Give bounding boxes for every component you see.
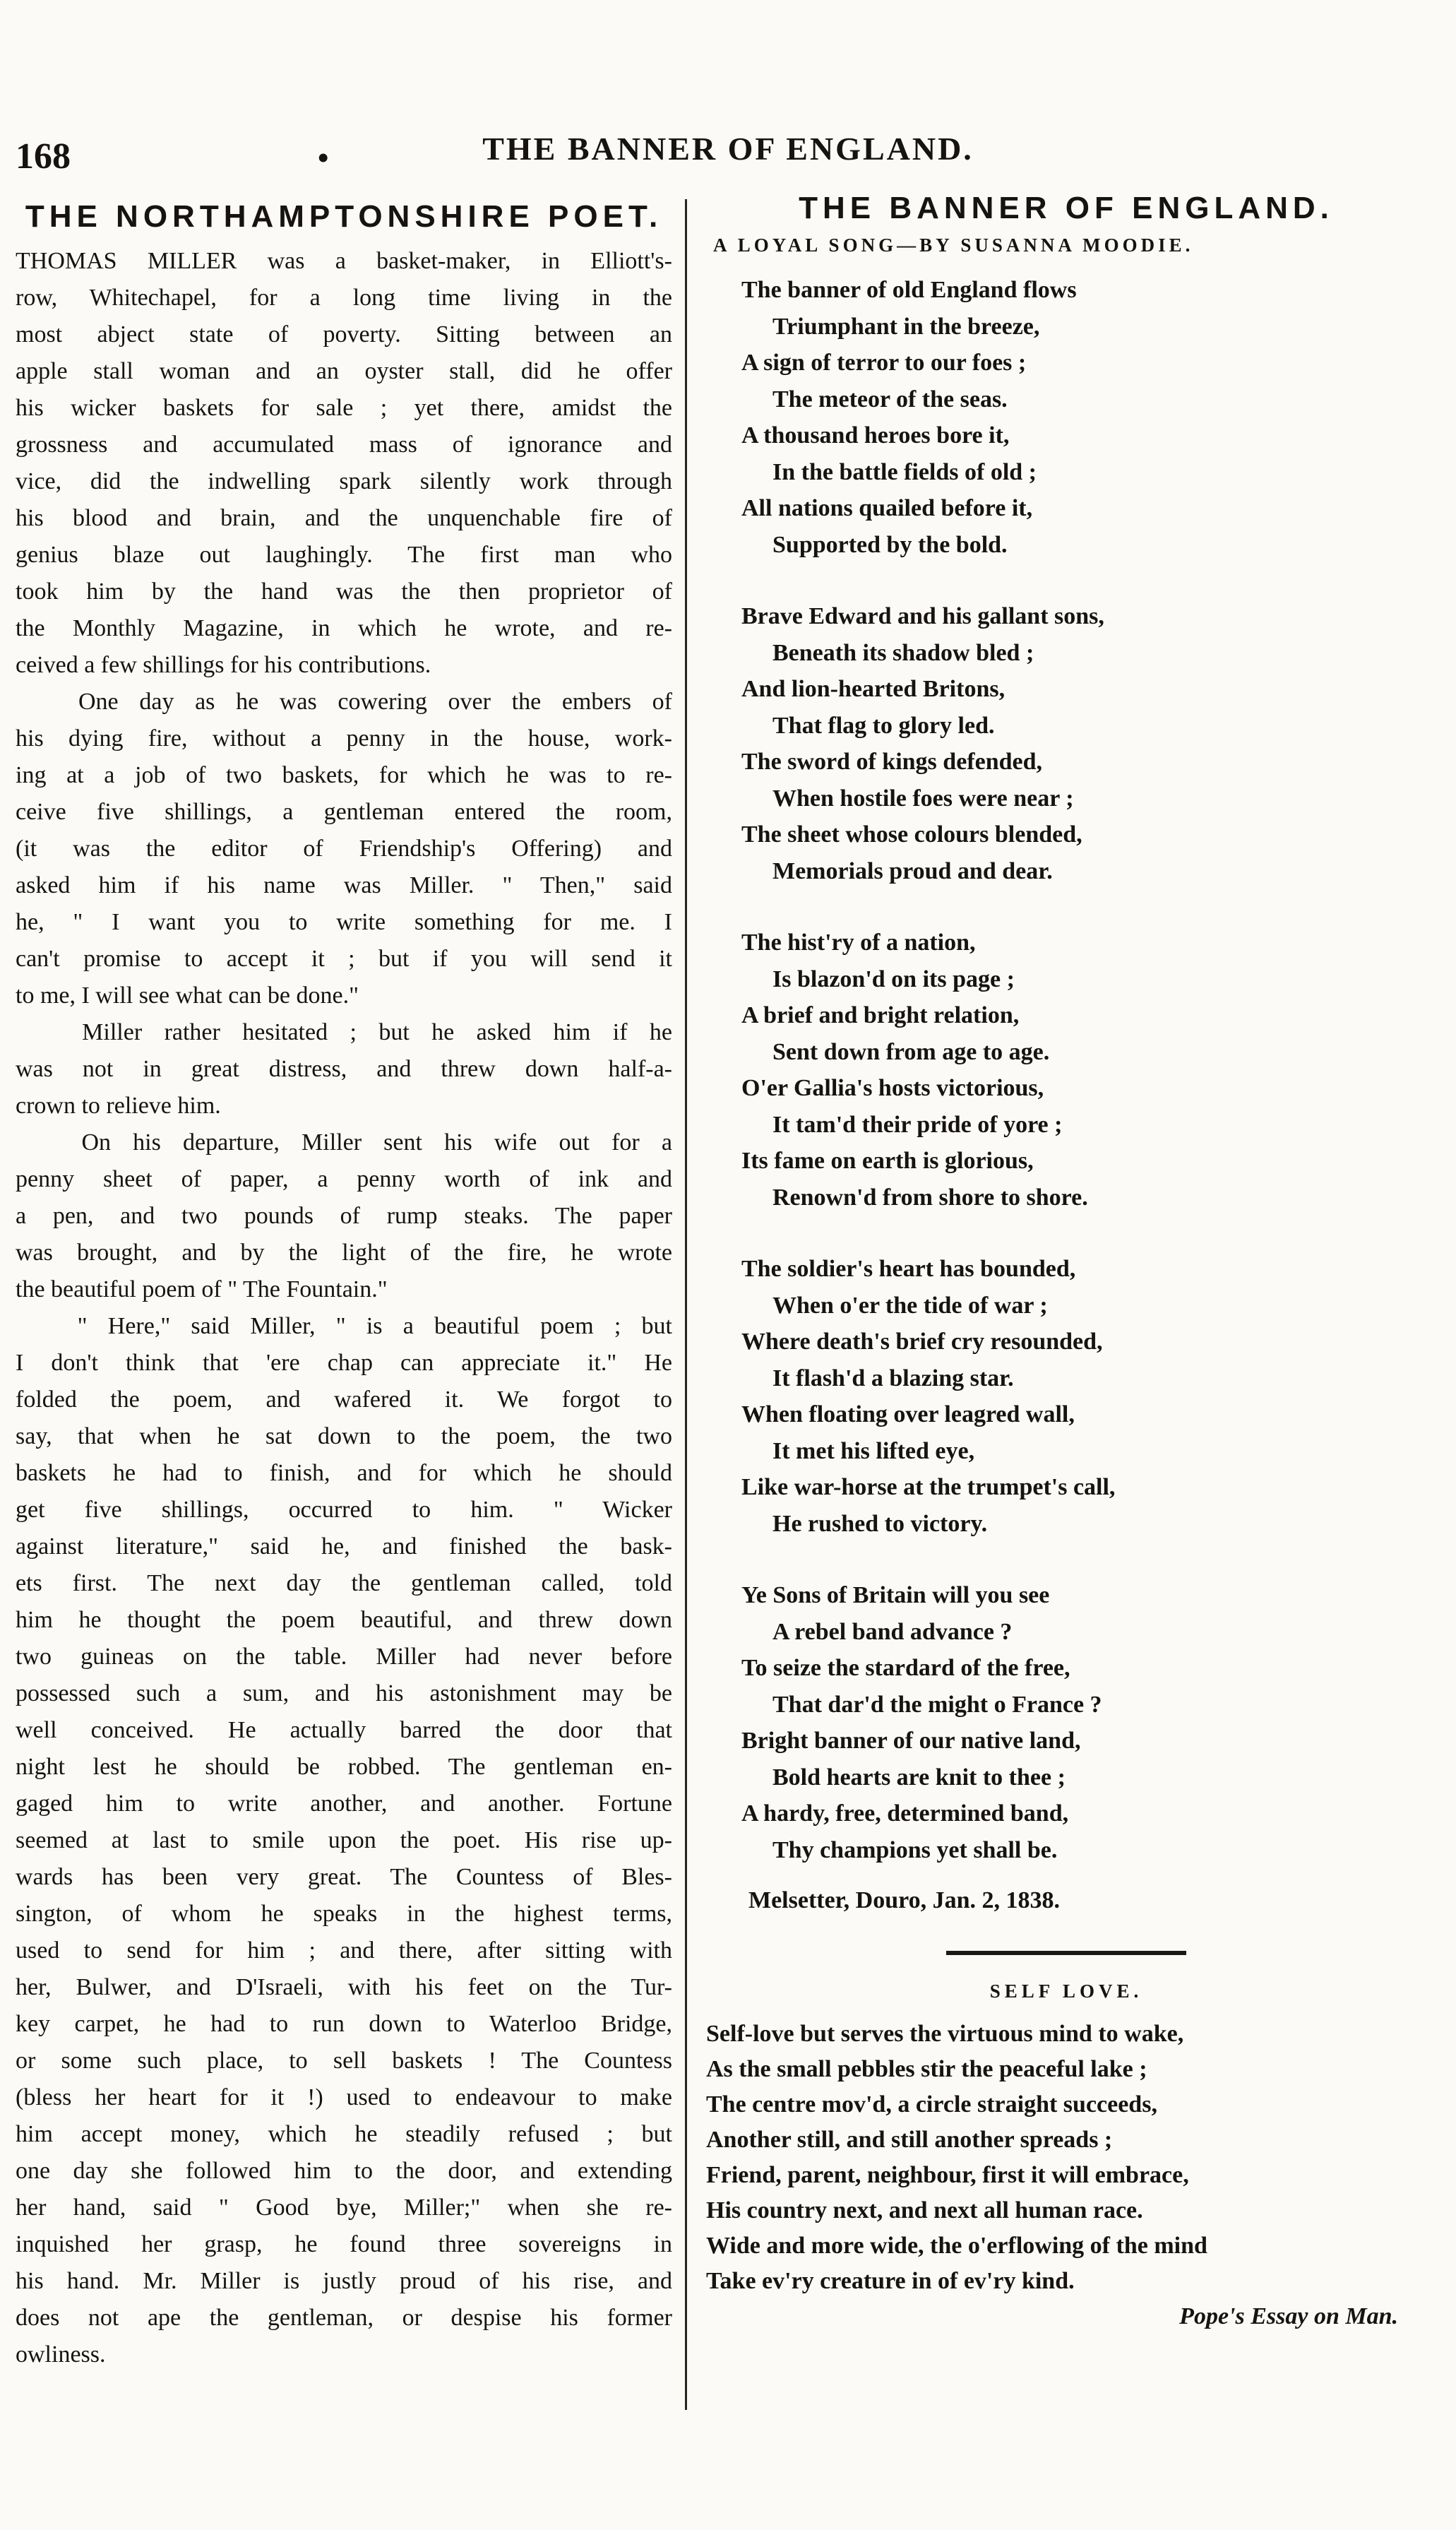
right-column — [699, 191, 1433, 2334]
article-line: against literature," said he, and finished the bask- — [16, 1533, 672, 1560]
self-love-line: The centre mov'd, a circle straight succeeds, — [706, 2091, 1157, 2118]
article-line: was not in great distress, and threw down half-a- — [16, 1056, 672, 1082]
left-column — [16, 199, 672, 2373]
poem-line: It flash'd a blazing star. — [772, 1365, 1014, 1391]
poem-line: When hostile foes were near ; — [772, 785, 1074, 812]
article-line: I don't think that 'ere chap can appreciate it." He — [16, 1350, 672, 1376]
page-number: 168 — [16, 136, 71, 177]
article-line: get five shillings, occurred to him. " Wicker — [16, 1497, 672, 1523]
poem-line: Triumphant in the breeze, — [772, 313, 1040, 340]
article-line: the Monthly Magazine, in which he wrote, and re- — [16, 615, 672, 641]
article-line: crown to relieve him. — [16, 1093, 221, 1119]
article-title: THE NORTHAMPTONSHIRE POET. — [25, 199, 663, 234]
article-line: ets first. The next day the gentleman called, told — [16, 1570, 672, 1596]
article-body — [16, 243, 672, 2373]
article-line: " Here," said Miller, " is a beautiful poem ; but — [16, 1313, 672, 1339]
self-love-line: Another still, and still another spreads ; — [706, 2127, 1113, 2153]
article-line: his wicker baskets for sale ; yet there, amidst the — [16, 395, 672, 421]
article-line: genius blaze out laughingly. The first man who — [16, 542, 672, 568]
self-love-line: Wide and more wide, the o'erflowing of the mind — [706, 2233, 1207, 2259]
article-line: seemed at last to smile upon the poet. His rise up- — [16, 1827, 672, 1853]
article-line: possessed such a sum, and his astonishment may be — [16, 1680, 672, 1706]
poem-stanza — [741, 925, 1433, 1216]
poem-line: It tam'd their pride of yore ; — [772, 1111, 1063, 1138]
poem-line: It met his lifted eye, — [772, 1437, 975, 1464]
article-line: was brought, and by the light of the fire, he wrote — [16, 1240, 672, 1266]
article-line: or some such place, to sell baskets ! The Countess — [16, 2048, 672, 2074]
article-line: vice, did the indwelling spark silently work through — [16, 468, 672, 494]
poem-stanza — [741, 1577, 1433, 1868]
article-line: his dying fire, without a penny in the house, work- — [16, 725, 672, 752]
article-line: he, " I want you to write something for me. I — [16, 909, 672, 935]
article-line: him he thought the poem beautiful, and threw down — [16, 1607, 672, 1633]
article-line: his blood and brain, and the unquenchable fire of — [16, 505, 672, 531]
self-love-line: Friend, parent, neighbour, first it will embrace, — [706, 2162, 1189, 2188]
poem-line: The soldier's heart has bounded, — [741, 1256, 1076, 1282]
poem-line: To seize the stardard of the free, — [741, 1655, 1070, 1681]
article-line: (bless her heart for it !) used to endeavour to make — [16, 2084, 672, 2110]
poem-line: Like war-horse at the trumpet's call, — [741, 1474, 1116, 1500]
poem-line: The sword of kings defended, — [741, 749, 1043, 775]
poem-stanzas — [699, 272, 1433, 1868]
article-line: night lest he should be robbed. The gentleman en- — [16, 1754, 672, 1780]
poem-line: The meteor of the seas. — [772, 386, 1008, 412]
poem-line: Is blazon'd on its page ; — [772, 966, 1015, 992]
article-line: apple stall woman and an oyster stall, did he offer — [16, 358, 672, 384]
poem-line: When o'er the tide of war ; — [772, 1292, 1048, 1319]
poem-line: He rushed to victory. — [772, 1510, 988, 1537]
article-line: ing at a job of two baskets, for which he was to re- — [16, 762, 672, 788]
article-line: gaged him to write another, and another. Fortune — [16, 1790, 672, 1817]
poem-line: The sheet whose colours blended, — [741, 821, 1082, 848]
article-line: one day she followed him to the door, and extending — [16, 2158, 672, 2184]
article-line: On his departure, Miller sent his wife out for a — [16, 1129, 672, 1156]
article-line: inquished her grasp, he found three sovereigns in — [16, 2231, 672, 2257]
article-line: Miller rather hesitated ; but he asked him if he — [16, 1019, 672, 1045]
poem-line: That dar'd the might o France ? — [772, 1691, 1102, 1718]
poem-line: In the battle fields of old ; — [772, 458, 1037, 485]
article-line: owliness. — [16, 2341, 106, 2368]
article-line: ceived a few shillings for his contributions. — [16, 652, 431, 678]
poem-line: Renown'd from shore to shore. — [772, 1184, 1088, 1211]
article-line: key carpet, he had to run down to Waterloo Bridge, — [16, 2011, 672, 2037]
poem-line: A hardy, free, determined band, — [741, 1800, 1069, 1827]
article-line: (it was the editor of Friendship's Offering) and — [16, 836, 672, 862]
poem-line: O'er Gallia's hosts victorious, — [741, 1075, 1044, 1101]
article-line: can't promise to accept it ; but if you will send it — [16, 946, 672, 972]
article-line: say, that when he sat down to the poem, the two — [16, 1423, 672, 1449]
article-line: penny sheet of paper, a penny worth of ink and — [16, 1166, 672, 1192]
poem-line: Bold hearts are knit to thee ; — [772, 1764, 1066, 1790]
poem-title: THE BANNER OF ENGLAND. — [799, 191, 1334, 225]
poem-line: Thy champions yet shall be. — [772, 1836, 1058, 1863]
poem-byline: A LOYAL SONG—BY SUSANNA MOODIE. — [713, 234, 1194, 256]
article-line: used to send for him ; and there, after sitting with — [16, 1937, 672, 1964]
article-line: One day as he was cowering over the embers of — [16, 689, 672, 715]
article-line: baskets he had to finish, and for which he should — [16, 1460, 672, 1486]
poem-stanza — [741, 598, 1433, 889]
poem-line: Supported by the bold. — [772, 531, 1008, 558]
poem-line: The hist'ry of a nation, — [741, 930, 976, 956]
self-love-line: Self-love but serves the virtuous mind to wake, — [706, 2021, 1184, 2047]
article-line: sington, of whom he speaks in the highest terms, — [16, 1901, 672, 1927]
poem-line: All nations quailed before it, — [741, 495, 1033, 521]
section-divider — [946, 1951, 1186, 1955]
article-line: most abject state of poverty. Sitting between an — [16, 321, 672, 348]
article-line: well conceived. He actually barred the door that — [16, 1717, 672, 1743]
self-love-line: As the small pebbles stir the peaceful lake ; — [706, 2056, 1147, 2082]
self-love-line: Take ev'ry creature in of ev'ry kind. — [706, 2268, 1075, 2294]
running-head-dot: • — [318, 141, 329, 175]
self-love-title: SELF LOVE. — [989, 1980, 1143, 2002]
poem-line: Memorials proud and dear. — [772, 857, 1053, 884]
poem-stanza — [741, 272, 1433, 563]
poem-line: Where death's brief cry resounded, — [741, 1329, 1103, 1355]
self-love-line: His country next, and next all human race. — [706, 2197, 1143, 2223]
column-rule — [685, 199, 687, 2410]
article-line: his hand. Mr. Miller is justly proud of his rise, and — [16, 2268, 672, 2294]
article-line: folded the poem, and wafered it. We forgot to — [16, 1386, 672, 1413]
article-line: to me, I will see what can be done." — [16, 982, 359, 1009]
article-line: the beautiful poem of " The Fountain." — [16, 1276, 388, 1302]
article-line: took him by the hand was the then proprietor of — [16, 578, 672, 605]
poem-line: Bright banner of our native land, — [741, 1728, 1081, 1754]
article-line: two guineas on the table. Miller had never before — [16, 1644, 672, 1670]
poem-line: Brave Edward and his gallant sons, — [741, 603, 1104, 629]
poem-line: When floating over leagred wall, — [741, 1401, 1075, 1427]
self-love-attribution: Pope's Essay on Man. — [1179, 2303, 1398, 2329]
article-line: her hand, said " Good bye, Miller;" when she re- — [16, 2195, 672, 2221]
poem-line: Beneath its shadow bled ; — [772, 639, 1034, 666]
article-line: a pen, and two pounds of rump steaks. The paper — [16, 1203, 672, 1229]
article-line: wards has been very great. The Countess of Bles- — [16, 1864, 672, 1890]
poem-line: Sent down from age to age. — [772, 1038, 1050, 1065]
poem-signature: Melsetter, Douro, Jan. 2, 1838. — [748, 1887, 1061, 1913]
running-title: THE BANNER OF ENGLAND. — [482, 131, 974, 167]
poem-line: Its fame on earth is glorious, — [741, 1148, 1034, 1174]
poem-line: A sign of terror to our foes ; — [741, 350, 1027, 376]
article-line: ceive five shillings, a gentleman entered the room, — [16, 799, 672, 825]
article-line: THOMAS MILLER was a basket-maker, in Elliott's- — [16, 248, 672, 274]
poem-line: That flag to glory led. — [772, 712, 995, 739]
poem-line: A rebel band advance ? — [772, 1618, 1013, 1645]
article-line: her, Bulwer, and D'Israeli, with his feet on the Tur- — [16, 1974, 672, 2000]
article-line: asked him if his name was Miller. " Then," said — [16, 872, 672, 898]
poem-line: Ye Sons of Britain will you see — [741, 1582, 1050, 1608]
article-line: row, Whitechapel, for a long time living in the — [16, 285, 672, 311]
poem-stanza — [741, 1251, 1433, 1542]
article-line: grossness and accumulated mass of ignorance and — [16, 432, 672, 458]
article-line: him accept money, which he steadily refused ; but — [16, 2121, 672, 2147]
article-line: does not ape the gentleman, or despise his former — [16, 2305, 672, 2331]
poem-line: A brief and bright relation, — [741, 1002, 1020, 1028]
poem-line: And lion-hearted Britons, — [741, 676, 1006, 702]
poem-line: The banner of old England flows — [741, 277, 1077, 303]
self-love-body — [699, 2017, 1433, 2299]
poem-line: A thousand heroes bore it, — [741, 422, 1010, 449]
